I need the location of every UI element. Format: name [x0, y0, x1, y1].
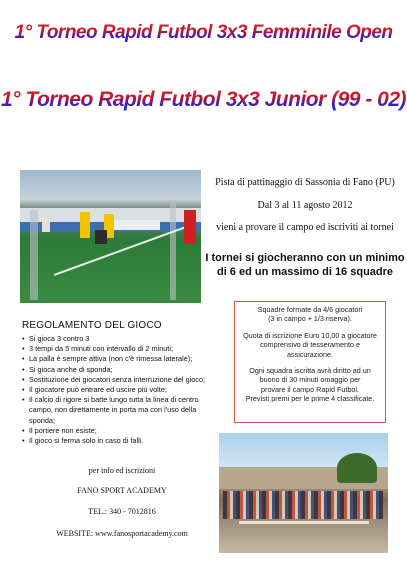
rule-item: • Sostituzione dei giocatori senza interruzione del gioco;	[22, 374, 206, 384]
bullet-icon: •	[22, 385, 25, 395]
invite-text: vieni a provare il campo ed iscriviti ai tornei	[216, 222, 394, 233]
cond-text: (3 in campo + 1/3 riserva).	[268, 314, 352, 324]
title-femminile: 1° Torneo Rapid Futbol 3x3 Femminile Open	[0, 22, 407, 44]
bullet-icon: •	[22, 334, 25, 343]
rule-item: • Il gioco si ferma solo in caso di falli.	[22, 436, 144, 446]
court-photo	[20, 170, 201, 303]
rule-item: • Il giocatore può entrare ed uscire più volte;	[22, 385, 167, 395]
cond-text: Squadre formate da 4/6 giocatori	[257, 305, 363, 314]
dates-text: Dal 3 al 11 agosto 2012	[257, 200, 353, 211]
rule-item: • Il portiere non esiste;	[22, 425, 97, 435]
cond-text: assicurazione.	[287, 349, 333, 359]
teams-line-2: di 6 ed un massimo di 16 squadre	[216, 266, 394, 278]
rule-item: • Si gioca anche di sponda;	[22, 364, 113, 374]
contact-tel: TEL.: 340 - 7012816	[88, 507, 156, 516]
rule-item: • Il calcio di rigore si batte lungo tutta la linea di centro campo, non direttamente in porta ma con l'uso della sponda;	[22, 395, 199, 425]
conditions-box	[234, 301, 386, 423]
rules-title: REGOLAMENTO DEL GIOCO	[22, 320, 162, 331]
contact-intro: per info ed iscrizioni	[88, 466, 156, 475]
rule-item: • La palla è sempre attiva (non c'è rimessa laterale);	[22, 354, 193, 364]
bullet-icon: •	[22, 354, 25, 364]
crowd-photo	[219, 433, 388, 553]
bullet-icon: •	[22, 344, 25, 354]
contact-website[interactable]: WEBSITE: www.fanosportacademy.com	[56, 529, 188, 538]
bullet-icon: •	[22, 425, 25, 435]
title-junior: 1° Torneo Rapid Futbol 3x3 Junior (99 - 02)	[0, 88, 406, 111]
venue-text: Pista di pattinaggio di Sassonia di Fano (PU)	[215, 177, 395, 188]
cond-text: comprensivo di tesseramento e	[260, 340, 360, 350]
teams-line-1: I tornei si giocheranno con un minimo	[205, 252, 405, 264]
rule-item: • 3 tempi da 5 minuti con intervallo di 2 minuti;	[22, 344, 173, 354]
rule-item: • Si gioca 3 contro 3	[22, 334, 90, 343]
bullet-icon: •	[22, 364, 25, 374]
bullet-icon: •	[22, 395, 25, 405]
cond-text: buono di 30 minuti omaggio per	[259, 375, 361, 385]
rules-list	[22, 334, 222, 446]
cond-text: Previsti premi per le prime 4 classificate.	[245, 394, 375, 404]
bullet-icon: •	[22, 436, 25, 446]
cond-text: provare il campo Rapid Futbol.	[261, 384, 359, 394]
bullet-icon: •	[22, 374, 25, 384]
cond-text: Quota di iscrizione Euro 10,00 a giocatore	[243, 330, 377, 340]
contact-org: FANO SPORT ACADEMY	[77, 486, 167, 495]
cond-text: Ogni squadra iscritta avrà diritto ad un	[249, 366, 371, 376]
event-info	[205, 176, 405, 279]
